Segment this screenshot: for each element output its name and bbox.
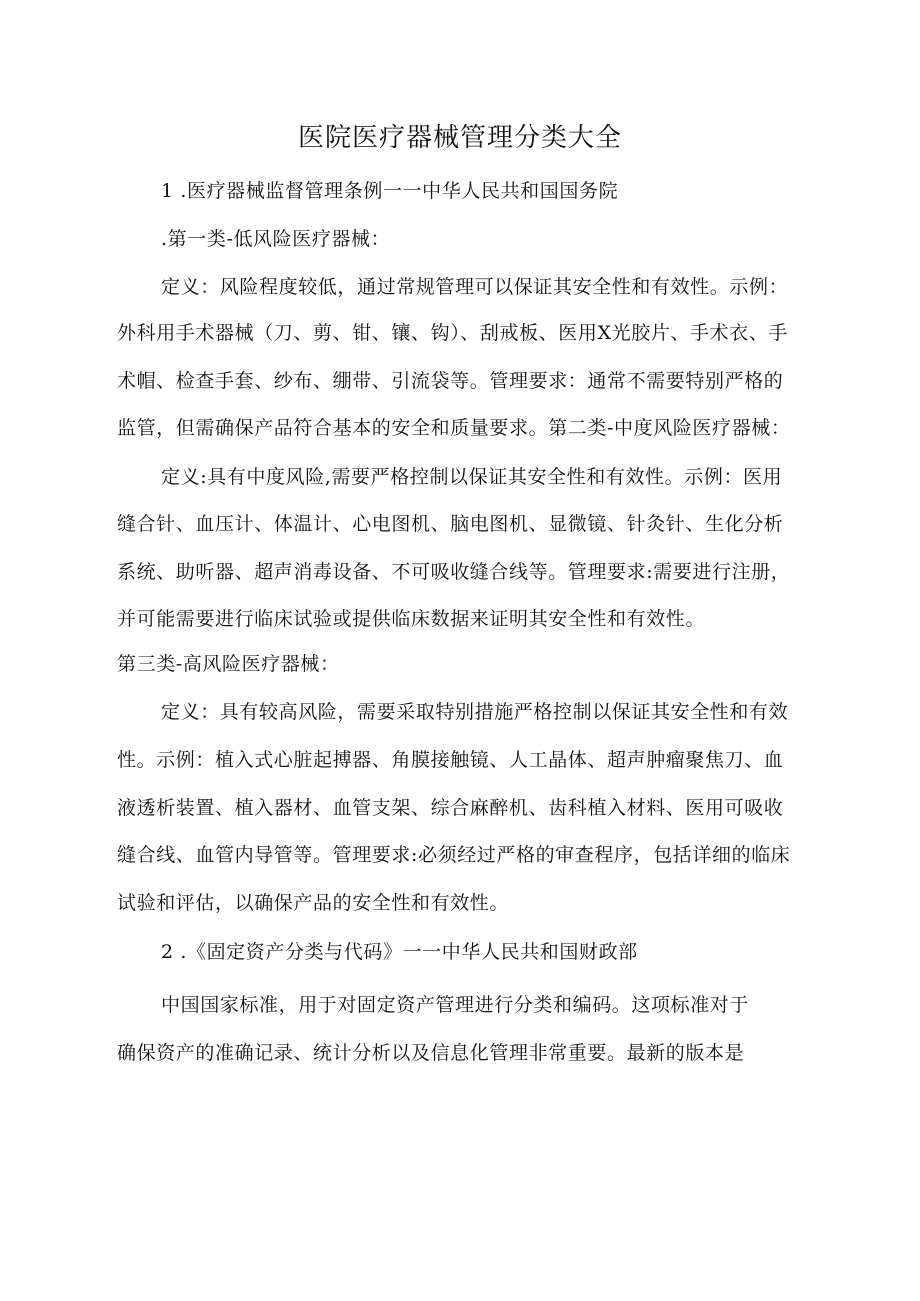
class-3-definition-line: 缝合线、血管内导管等。管理要求:必须经过严格的审查程序，包括详细的临床 <box>117 844 791 866</box>
class-1-definition-line: 术帽、检查手套、纱布、绷带、引流袋等。管理要求：通常不需要特别严格的 <box>117 370 784 392</box>
class-3-definition-line: 液透析装置、植入器材、血管支架、综合麻醉机、齿科植入材料、医用可吸收 <box>117 797 784 819</box>
section-2-heading: 2 .《固定资产分类与代码》一一中华人民共和国财政部 <box>161 941 638 963</box>
class-2-definition-line: 并可能需要进行临床试验或提供临床数据来证明其安全性和有效性。 <box>117 608 706 630</box>
section-2-body-line: 确保资产的准确记录、统计分析以及信息化管理非常重要。最新的版本是 <box>117 1042 745 1064</box>
class-2-definition-line: 缝合针、血压计、体温计、心电图机、脑电图机、显微镜、针灸针、生化分析 <box>117 513 784 535</box>
class-3-definition-line: 性。示例：植入式心脏起搏器、角膜接触镜、人工晶体、超声肿瘤聚焦刀、血 <box>117 749 784 771</box>
class-2-definition-line: 定义:具有中度风险,需要严格控制以保证其安全性和有效性。示例：医用 <box>161 466 783 488</box>
class-3-definition-line: 试验和评估，以确保产品的安全性和有效性。 <box>117 892 510 914</box>
class-1-definition-line: 定义：风险程度较低，通过常规管理可以保证其安全性和有效性。示例： <box>161 276 789 298</box>
class-1-heading: .第一类-低风险医疗器械： <box>161 228 391 250</box>
class-3-definition-line: 定义：具有较高风险，需要采取特别措施严格控制以保证其安全性和有效 <box>161 701 789 723</box>
section-2-body-line: 中国国家标准，用于对固定资产管理进行分类和编码。这项标准对于 <box>161 994 750 1016</box>
document-title: 医院医疗器械管理分类大全 <box>297 123 622 153</box>
class-1-definition-line: 监管，但需确保产品符合基本的安全和质量要求。第二类-中度风险医疗器械： <box>117 417 791 439</box>
class-2-definition-line: 系统、助听器、超声消毒设备、不可吸收缝合线等。管理要求:需要进行注册， <box>117 561 791 583</box>
section-1-heading: 1 .医疗器械监督管理条例一一中华人民共和国国务院 <box>161 180 619 202</box>
class-1-definition-line: 外科用手术器械（刀、剪、钳、镶、钩）、刮戒板、医用X光胶片、手术衣、手 <box>117 322 789 344</box>
class-3-heading: 第三类-高风险医疗器械： <box>117 653 340 675</box>
